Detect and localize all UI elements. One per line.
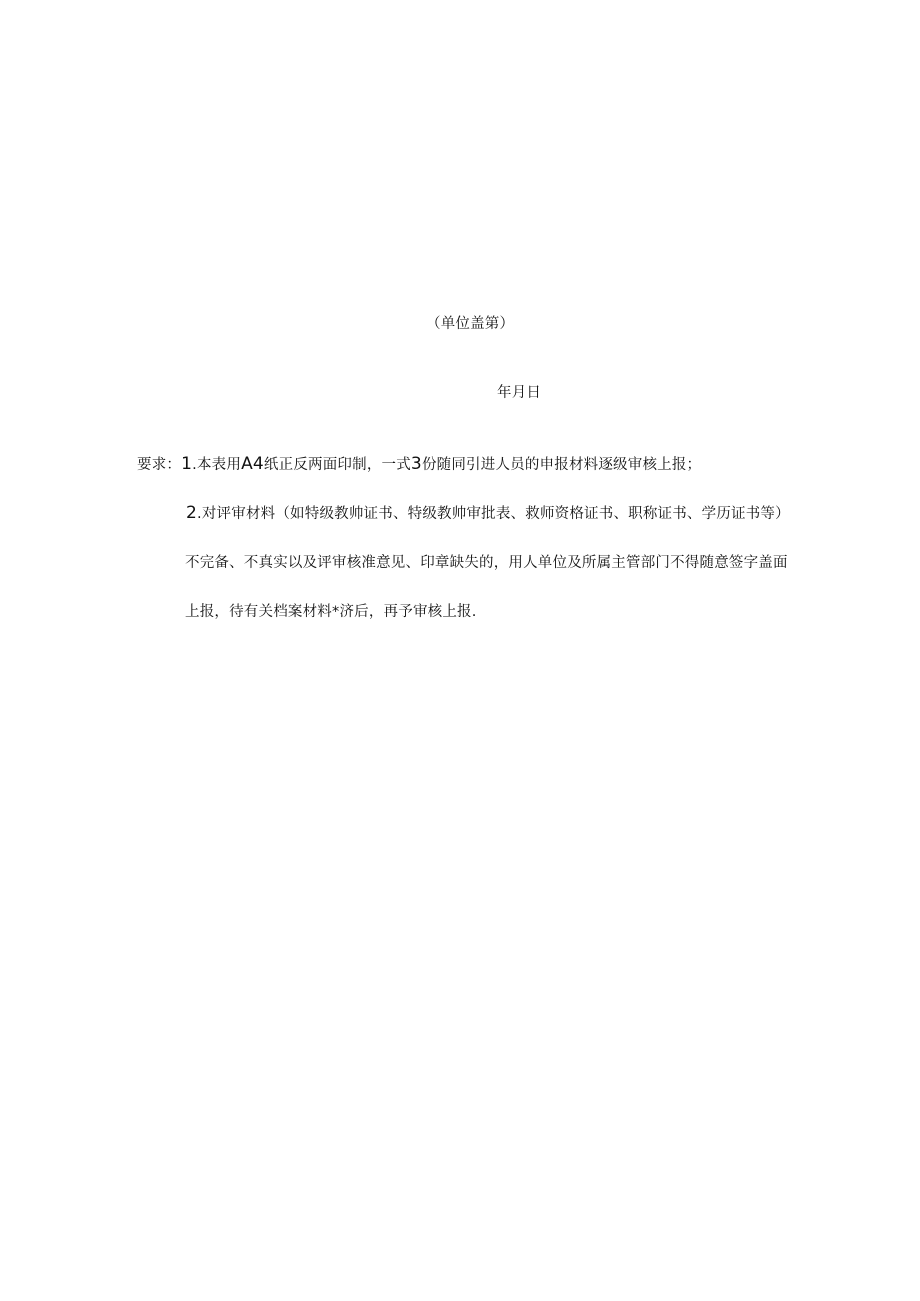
requirement-item-1 — [137, 455, 701, 474]
requirement-1-text-b: 纸正反两面印制，一式 — [263, 457, 411, 473]
copies-count: 3 — [410, 454, 422, 474]
unit-seal-note: （单位盖第） — [426, 316, 515, 332]
requirement-item-2 — [186, 504, 790, 523]
date-field-label: 年月日 — [497, 385, 542, 401]
requirement-2-continuation-2: 上报，待有关档案材料*济后，再予审核上报. — [185, 604, 477, 620]
requirement-2-text: .对评审材料（如特级教帅证书、特级教帅审批表、救师资格证书、职称证书、学历证书等） — [197, 506, 790, 522]
requirement-1-text-c: 份随同引进人员的申报材料逐级审核上报； — [421, 457, 702, 473]
requirements-label: 要求： — [137, 457, 182, 473]
paper-size-text: A4 — [241, 454, 264, 474]
requirement-2-continuation-1: 不完备、不真实以及评审核准意见、印章缺失的，用人单位及所属主管部门不得随意签字盖面 — [185, 555, 788, 571]
requirement-1-number: 1 — [181, 454, 193, 474]
requirement-1-text-a: .本表用 — [192, 457, 242, 473]
requirement-2-number: 2 — [186, 503, 198, 523]
